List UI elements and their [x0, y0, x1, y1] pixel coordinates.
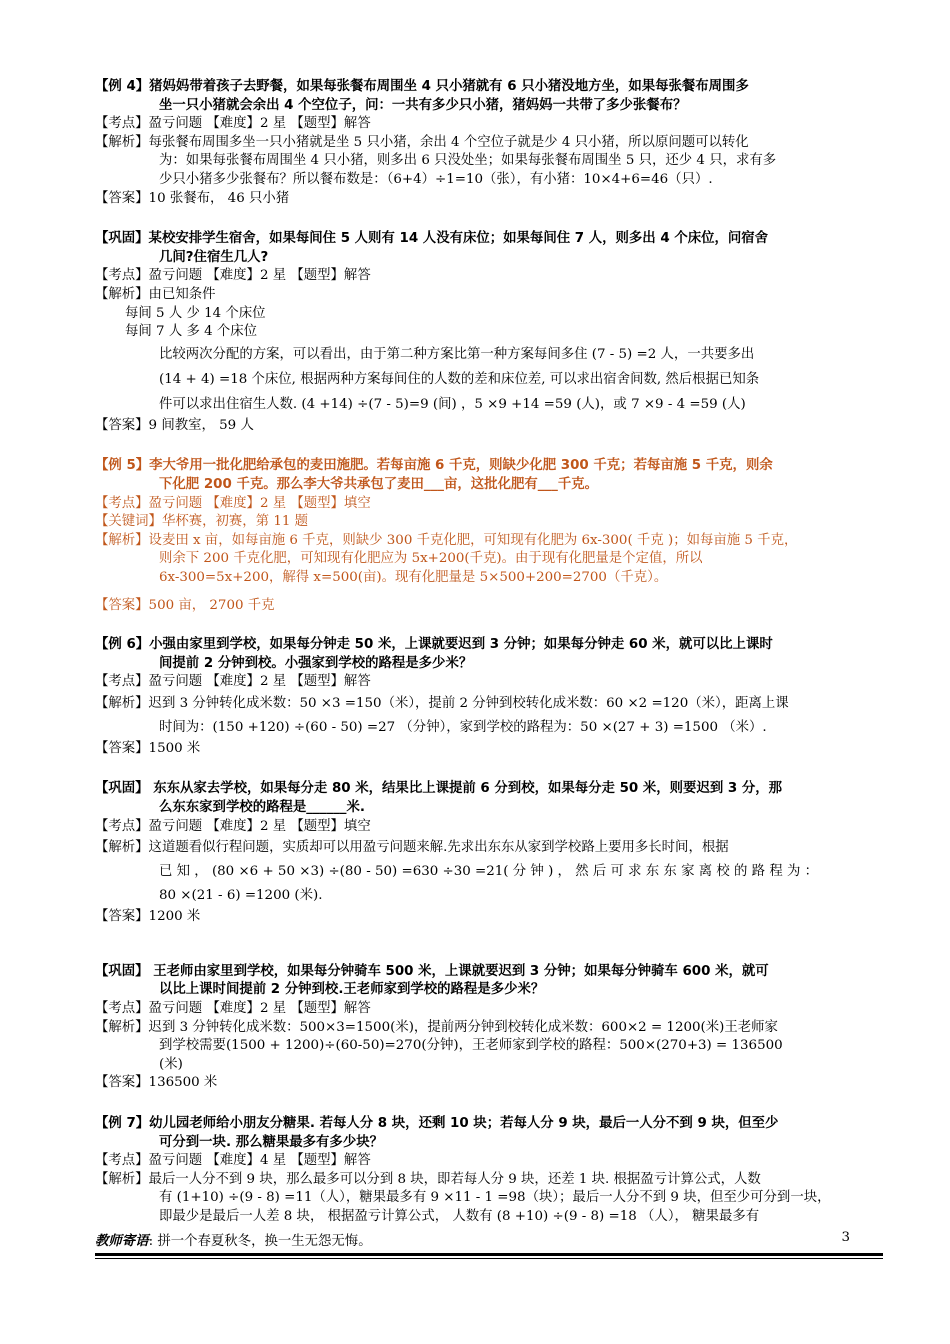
problem-meta: 【考点】盈亏问题 【难度】2 星 【题型】解答 [95, 1001, 371, 1016]
problem-analysis: 已 知 ， (80 ×6 + 50 ×3) ÷(80 - 50) =630 ÷30 =21( 分 钟 ) ， 然 后 可 求 东 东 家 离 校 的 路 程 为 ： [159, 864, 819, 880]
problem-analysis: 件可以求出住宿生人数. (4 +14) ÷(7 - 5)=9 (间) ，5 ×9 +14 =59 (人)，或 7 ×9 - 4 =59 (人) [159, 396, 746, 412]
problem-title: 【例 7】幼儿园老师给小朋友分糖果. 若每人分 8 块，还剩 10 块；若每人分 9 块，最后一人分不到 9 块，但至少 [95, 1115, 779, 1131]
problem-title: 下化肥 200 千克。那么李大爷共承包了麦田___亩，这批化肥有___千克。 [159, 476, 598, 492]
problem-analysis: 为：如果每张餐布周围坐 4 只小猪，则多出 6 只没处坐；如果每张餐布周围坐 5 只，还少 4 只，求有多 [159, 153, 777, 169]
problem-analysis: 【解析】由已知条件 [95, 286, 216, 302]
problem-title: 以比上课时间提前 2 分钟到校.王老师家到学校的路程是多少米？ [159, 982, 545, 998]
problem-meta: 【考点】盈亏问题 【难度】2 星 【题型】解答 [95, 674, 371, 690]
problem-answer: 【答案】136500 米 [95, 1075, 218, 1091]
problem-answer: 【答案】1500 米 [95, 740, 201, 756]
problem-answer: 【答案】9 间教室， 59 人 [95, 417, 254, 433]
footer-label: 教师寄语 [95, 1233, 149, 1249]
problem-ex6 [95, 636, 890, 758]
problem-answer: 【答案】1200 米 [95, 909, 201, 925]
problem-meta: 【考点】盈亏问题 【难度】2 星 【题型】解答 [95, 268, 371, 284]
problem-answer: 【答案】500 亩， 2700 千克 [95, 598, 275, 614]
problem-analysis: (米) [159, 1056, 183, 1072]
problem-analysis: 80 ×(21 - 6) =1200 (米). [159, 888, 323, 904]
footer-text: : 拼一个春夏秋冬，换一生无怨无悔。 [148, 1234, 372, 1249]
footer-divider [95, 1253, 883, 1256]
problem-analysis: 少只小猪多少张餐布？所以餐布数是：（6+4）÷1=10（张），有小猪：10×4+6=46（只）. [159, 171, 713, 187]
problem-title: 坐一只小猪就会余出 4 个空位子，问：一共有多少只小猪，猪妈妈一共带了多少张餐布？ [159, 97, 687, 113]
problem-title: 间提前 2 分钟到校。小强家到学校的路程是多少米？ [159, 655, 473, 671]
page-footer [95, 1230, 880, 1252]
problem-title: 【例 5】李大爷用一批化肥给承包的麦田施肥。若每亩施 6 千克，则缺少化肥 300 千克；若每亩施 5 千克，则余 [95, 458, 773, 474]
problem-analysis: 即最少是最后一人差 8 块， 根据盈亏计算公式， 人数有 (8 +10) ÷(9 - 8) =18 （人）， 糖果最多有 [159, 1208, 760, 1224]
problem-analysis: 有 (1+10) ÷(9 - 8) =11（人），糖果最多有 9 ×11 - 1 =98（块）；最后一人分不到 9 块，但至少可分到一块， [159, 1190, 831, 1206]
problem-analysis: 时间为：(150 +120) ÷(60 - 50) =27 （分钟），家到学校的路程为：50 ×(27 + 3) =1500 （米）. [159, 719, 767, 735]
problem-title: 【例 6】小强由家里到学校，如果每分钟走 50 米，上课就要迟到 3 分钟；如果每分钟走 60 米，就可以比上课时 [95, 637, 773, 653]
problem-analysis: 比较两次分配的方案，可以看出，由于第二种方案比第一种方案每间多住 (7 - 5) =2 人，一共要多出 [159, 346, 755, 362]
problem-title: 【巩固】 王老师由家里到学校，如果每分钟骑车 500 米，上课就要迟到 3 分钟；如果每分钟骑车 600 米，就可 [95, 963, 769, 979]
problem-analysis: 【解析】迟到 3 分钟转化成米数：50 ×3 =150（米），提前 2 分钟到校转化成米数：60 ×2 =120（米），距离上课 [95, 695, 789, 711]
document-body [95, 78, 890, 1243]
problem-analysis: 【解析】迟到 3 分钟转化成米数：500×3=1500(米)，提前两分钟到校转化成米数：600×2 = 1200(米)王老师家 [95, 1019, 778, 1035]
problem-gg1 [95, 230, 890, 435]
problem-analysis: 【解析】这道题看似行程问题，实质却可以用盈亏问题来解.先求出东东从家到学校路上要用多长时间，根据 [95, 840, 729, 856]
problem-meta: 【考点】盈亏问题 【难度】2 星 【题型】解答 [95, 116, 371, 132]
problem-ex7 [95, 1115, 890, 1227]
problem-title: 几间?住宿生几人? [159, 249, 269, 265]
problem-keyword: 【关键词】华杯赛，初赛，第 11 题 [95, 514, 309, 530]
problem-analysis: 【解析】最后一人分不到 9 块，那么最多可以分到 8 块，即若每人分 9 块，还差 1 块. 根据盈亏计算公式，人数 [95, 1171, 761, 1187]
problem-gg2 [95, 780, 890, 926]
problem-answer: 【答案】10 张餐布， 46 只小猪 [95, 190, 290, 206]
problem-ex5 [95, 457, 890, 616]
problem-analysis: 【解析】每张餐布周围多坐一只小猪就是坐 5 只小猪，余出 4 个空位子就是少 4 只小猪，所以原问题可以转化 [95, 134, 749, 150]
problem-meta: 【考点】盈亏问题 【难度】2 星 【题型】填空 [95, 495, 371, 511]
problem-analysis: 【解析】设麦田 x 亩，如每亩施 6 千克，则缺少 300 千克化肥，可知现有化肥为 6x-300( 千克 )；如每亩施 5 千克， [95, 532, 798, 548]
problem-analysis: 则余下 200 千克化肥，可知现有化肥应为 5x+200(千克)。由于现有化肥量是个定值，所以 [159, 551, 703, 567]
page-number: 3 [841, 1230, 850, 1245]
problem-title: 【例 4】猪妈妈带着孩子去野餐，如果每张餐布周围坐 4 只小猪就有 6 只小猪没地方坐，如果每张餐布周围多 [95, 79, 749, 94]
problem-ex4 [95, 78, 890, 208]
problem-analysis: 每间 5 人 少 14 个床位 [125, 305, 266, 321]
problem-analysis: 每间 7 人 多 4 个床位 [125, 324, 258, 340]
problem-title: 么东东家到学校的路程是______米. [159, 800, 365, 816]
problem-analysis: 6x-300=5x+200，解得 x=500(亩)。现有化肥量是 5×500+200=2700（千克）。 [159, 569, 668, 585]
problem-gg3 [95, 963, 890, 1093]
problem-analysis: (14 + 4) =18 个床位, 根据两种方案每间住的人数的差和床位差, 可以求出宿舍间数, 然后根据已知条 [159, 371, 760, 387]
problem-title: 【巩固】 东东从家去学校，如果每分走 80 米，结果比上课提前 6 分到校，如果每分走 50 米，则要迟到 3 分，那 [95, 781, 783, 797]
problem-analysis: 到学校需要(1500 + 1200)÷(60-50)=270(分钟)，王老师家到学校的路程：500×(270+3) = 136500 [159, 1038, 783, 1054]
problem-meta: 【考点】盈亏问题 【难度】2 星 【题型】填空 [95, 818, 371, 834]
problem-meta: 【考点】盈亏问题 【难度】4 星 【题型】解答 [95, 1153, 371, 1169]
footer-divider [95, 1258, 883, 1259]
problem-title: 【巩固】某校安排学生宿舍，如果每间住 5 人则有 14 人没有床位；如果每间住 7 人，则多出 4 个床位，问宿舍 [95, 231, 769, 247]
problem-title: 可分到一块. 那么糖果最多有多少块？ [159, 1134, 383, 1150]
